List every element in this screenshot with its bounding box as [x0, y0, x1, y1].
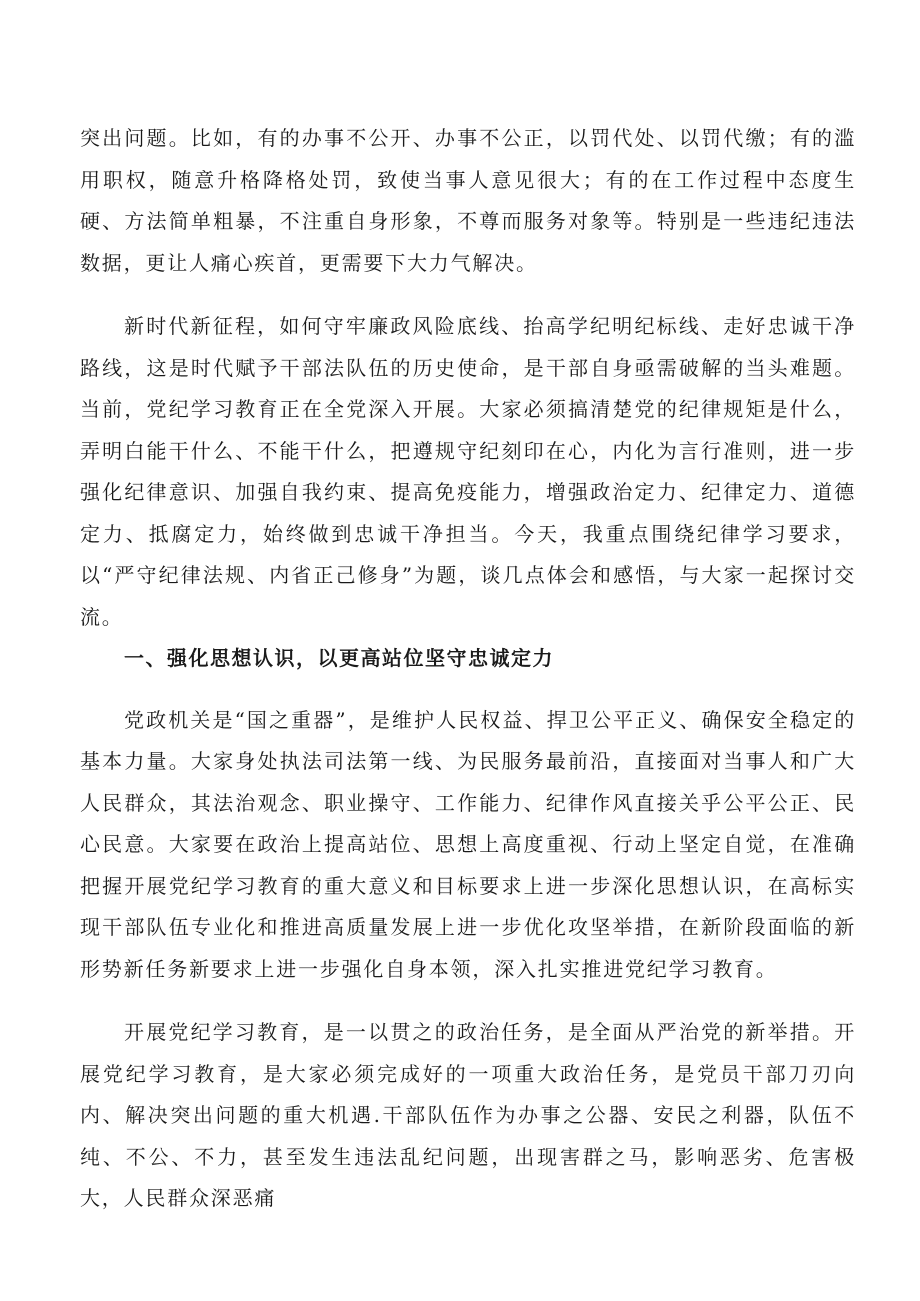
- section-heading-1: 一、强化思想认识，以更高站位坚守忠诚定力: [124, 646, 554, 670]
- paragraph-discipline-education: 开展党纪学习教育，是一以贯之的政治任务，是全面从严治党的新举措。开展党纪学习教育，是大家必须完成好的一项重大政治任务，是党员干部刀刃向内、解决突出问题的重大机遇.干部队伍作为办事之公器、安民之利器，队伍不纯、不公、不力，甚至发生违法乱纪问题，出现害群之马，影响恶劣、危害极大，人民群众深恶痛: [80, 1020, 856, 1210]
- paragraph-continued: 突出问题。比如，有的办事不公开、办事不公正，以罚代处、以罚代缴；有的滥用职权，随意升格降格处罚，致使当事人意见很大；有的在工作过程中态度生硬、方法简单粗暴，不注重自身形象，不尊而服务对象等。特别是一些违纪违法数据，更让人痛心疾首，更需要下大力气解决。: [80, 126, 856, 275]
- paragraph-new-era: 新时代新征程，如何守牢廉政风险底线、抬高学纪明纪标线、走好忠诚干净路线，这是时代赋予干部法队伍的历史使命，是干部自身亟需破解的当头难题。当前，党纪学习教育正在全党深入开展。大家必须搞清楚党的纪律规矩是什么，弄明白能干什么、不能干什么，把遵规守纪刻印在心，内化为言行准则，进一步强化纪律意识、加强自我约束、提高免疫能力，增强政治定力、纪律定力、道德定力、抵腐定力，始终做到忠诚干净担当。今天，我重点围绕纪律学习要求，以“严守纪律法规、内省正己修身”为题，谈几点体会和感悟，与大家一起探讨交流。: [80, 314, 856, 629]
- paragraph-party-organs: 党政机关是“国之重器”，是维护人民权益、捍卫公平正义、确保安全稳定的基本力量。大家身处执法司法第一线、为民服务最前沿，直接面对当事人和广大人民群众，其法治观念、职业操守、工作能力、纪律作风直接关乎公平公正、民心民意。大家要在政治上提高站位、思想上高度重视、行动上坚定自觉，在准确把握开展党纪学习教育的重大意义和目标要求上进一步深化思想认识，在高标实现干部队伍专业化和推进高质量发展上进一步优化攻坚举措，在新阶段面临的新形势新任务新要求上进一步强化自身本领，深入扎实推进党纪学习教育。: [80, 707, 856, 981]
- document-body: [80, 118, 856, 1220]
